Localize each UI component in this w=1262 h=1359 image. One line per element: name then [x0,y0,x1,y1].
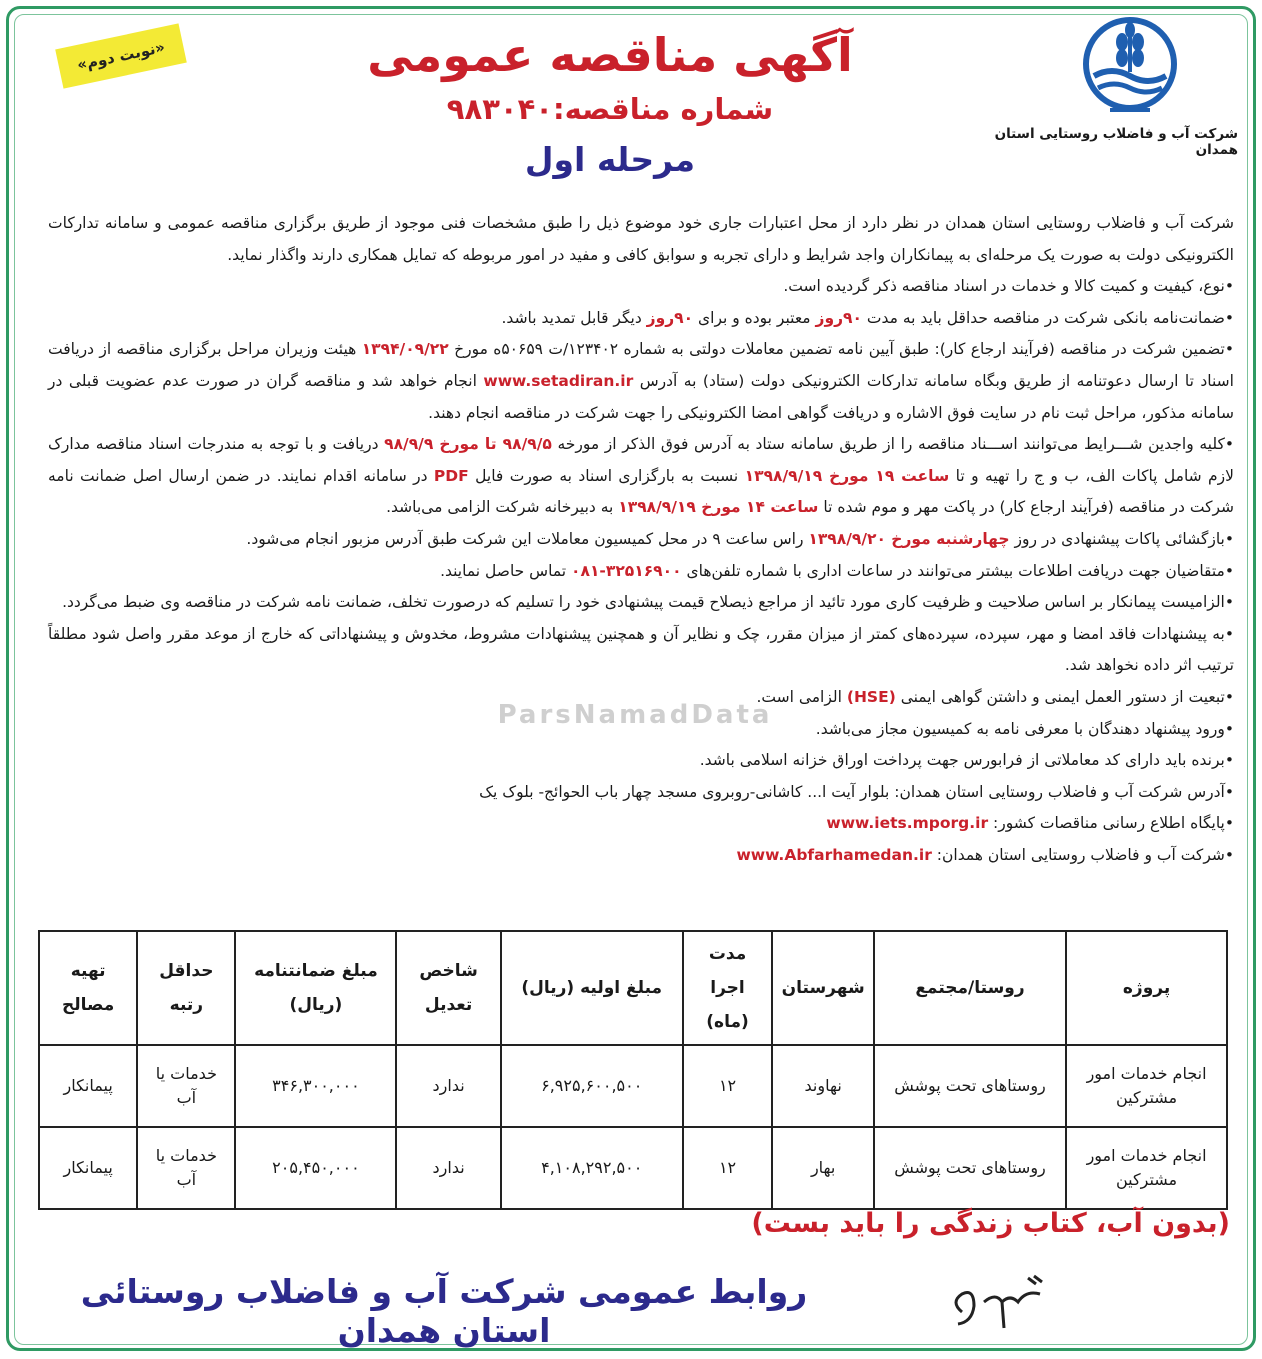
bullet-entry: •ورود پیشنهاد دهندگان با معرفی نامه به کمیسیون مجاز می‌باشد. [815,719,1234,738]
tender-number: شماره مناقصه:۹۸۳۰۴۰ [446,92,774,126]
col-adjustment: شاخص تعدیل [396,931,500,1045]
bullet-guarantee: •ضمانت‌نامه بانکی شرکت در مناقصه حداقل باید به مدت ۹۰روز معتبر بوده و برای ۹۰روز دیگر قابل تمدید باشد. [501,308,1234,327]
col-duration: مدت اجرا (ماه) [683,931,773,1045]
company-name-header: شرکت آب و فاضلاب روستایی استان همدان [994,126,1238,158]
bullet-tender-security: •تضمین شرکت در مناقصه (فرآیند ارجاع کار): طبق آیین نامه تضمین معاملات دولتی به شماره ۱۲۳۴۰۲/ت ۵۰۶۵۹ه مورخ ۱۳۹۴/۰۹/۲۲ هیئت وزیران مراحل برگزاری مناقصه از دریافت اسناد تا ارسال دعوتنامه از طریق وبگاه سامانه تدارکات الکترونیکی دولت (ستاد) به آدرس www.setadiran.ir انجام خواهد شد و مناقصه گران در صورت عدم عضویت قبلی در سامانه مذکور، مراحل ثبت نام در سایت فوق الاشاره و دریافت گواهی امضا الکترونیکی را جهت شرکت در مناقصه انجام دهند. [48,340,1234,422]
col-city: شهرستان [772,931,873,1045]
col-project: پروژه [1066,931,1227,1045]
bullet-iets: •پایگاه اطلاع رسانی مناقصات کشور: www.iets.mporg.ir [826,814,1234,833]
col-village: روستا/مجتمع [874,931,1066,1045]
iets-link[interactable]: www.iets.mporg.ir [826,814,989,833]
col-materials: تهیه مصالح [39,931,137,1045]
bullet-contact: •متقاضیان جهت دریافت اطلاعات بیشتر می‌توانند در ساعات اداری با شماره تلفن‌های ۳۲۵۱۶۹۰۰-۰۸۱ تماس حاصل نمایند. [440,561,1234,580]
col-initial-amount: مبلغ اولیه (ریال) [501,931,683,1045]
bullet-rejection: •به پیشنهادات فاقد امضا و مهر، سپرده، سپرده‌های کمتر از میزان مقرر، چک و نظایر آن و همچنین پیشنهادات مشروط، مخدوش و پیشنهاداتی که خارج از موعد مقرر واصل شود مطلقاً ترتیب اثر داده نخواهد شد. [48,624,1234,675]
tender-table [38,930,1228,1210]
col-rank: حداقل رتبه [137,931,235,1045]
col-guarantee: مبلغ ضمانتنامه (ریال) [235,931,396,1045]
bullet-specs: •نوع، کیفیت و کمیت کالا و خدمات در اسناد مناقصه ذکر گردیده است. [783,277,1234,296]
watermark: ParsNamadData [497,700,773,730]
table-row: انجام خدمات امور مشترکین روستاهای تحت پوشش نهاوند ۱۲ ۶,۹۲۵,۶۰۰,۵۰۰ ندارد ۳۴۶,۳۰۰,۰۰۰ خدمات یا آب پیمانکار [39,1045,1227,1127]
abfar-link[interactable]: www.Abfarhamedan.ir [736,845,932,864]
setadiran-link[interactable]: www.setadiran.ir [483,371,634,390]
bullet-farabourse: •برنده باید دارای کد معاملاتی از فرابورس جهت پرداخت اوراق خزانه اسلامی باشد. [699,751,1234,770]
slogan: (بدون آب، کتاب زندگی را باید بست) [751,1208,1230,1239]
table-row: انجام خدمات امور مشترکین روستاهای تحت پوشش بهار ۱۲ ۴,۱۰۸,۲۹۲,۵۰۰ ندارد ۲۰۵,۴۵۰,۰۰۰ خدمات یا آب پیمانکار [39,1127,1227,1209]
table-header-row [39,931,1227,1045]
footer-public-relations: روابط عمومی شرکت آب و فاضلاب روستائی استان همدان [80,1272,808,1350]
bullet-qualification: •الزامیست پیمانکار بر اساس صلاحیت و ظرفیت کاری مورد تائید از مراجع ذیصلاح قیمت پیشنهادی خود را تسلیم که درصورت تخلف، ضمانت نامه شرکت در مناقصه وی ضبط می‌گردد. [62,593,1234,612]
bullet-opening: •بازگشائی پاکات پیشنهادی در روز چهارشنبه مورخ ۱۳۹۸/۹/۲۰ راس ساعت ۹ در محل کمیسیون معاملات این شرکت طبق آدرس مزبور انجام می‌شود. [246,529,1234,548]
bullet-hse: •تبعیت از دستور العمل ایمنی و داشتن گواهی ایمنی (HSE) الزامی است. [756,687,1234,706]
bullet-documents: •کلیه واجدین شـــرایط می‌توانند اســـناد مناقصه را از طریق سامانه ستاد به آدرس فوق الذکر از مورخه ۹۸/۹/۵ تا مورخ ۹۸/۹/۹ دریافت و با توجه به مندرجات اسناد مناقصه مدارک لازم شامل پاکات الف، ب و ج را تهیه و تا ساعت ۱۹ مورخ ۱۳۹۸/۹/۱۹ نسبت به بارگزاری اسناد به صورت فایل PDF در سامانه اقدام نمایند. در ضمن ارسال اصل ضمانت نامه شرکت در مناقصه (فرآیند ارجاع کار) در پاکت مهر و موم شده تا ساعت ۱۴ مورخ ۱۳۹۸/۹/۱۹ به دبیرخانه شرکت الزامی می‌باشد. [48,435,1234,517]
notice-title: آگهی مناقصه عمومی [367,28,853,82]
bullet-address: •آدرس شرکت آب و فاضلاب روستایی استان همدان: بلوار آیت ا... کاشانی-روبروی مسجد چهار باب الحوائج- بلوک یک [479,782,1234,801]
handwritten-mark-icon [944,1272,1054,1334]
bullet-company-site: •شرکت آب و فاضلاب روستایی استان همدان: www.Abfarhamedan.ir [736,845,1234,864]
stage-label: مرحله اول [524,140,696,179]
intro-paragraph: شرکت آب و فاضلاب روستایی استان همدان در نظر دارد از محل اعتبارات جاری خود موضوع ذیل را طبق مشخصات فنی موجود از طریق برگزاری مناقصه عمومی و سامانه تدارکات الکترونیکی دولت به صورت یک مرحله‌ای به پیمانکاران واجد شرایط و دارای تجربه و سوابق کافی و مفید در امور مربوطه که تمایل همکاری دارند واگذار نماید. [48,214,1234,264]
notice-body [48,208,1234,871]
second-publication-badge: «نوبت دوم» [55,23,187,88]
company-logo-icon [1080,14,1180,120]
